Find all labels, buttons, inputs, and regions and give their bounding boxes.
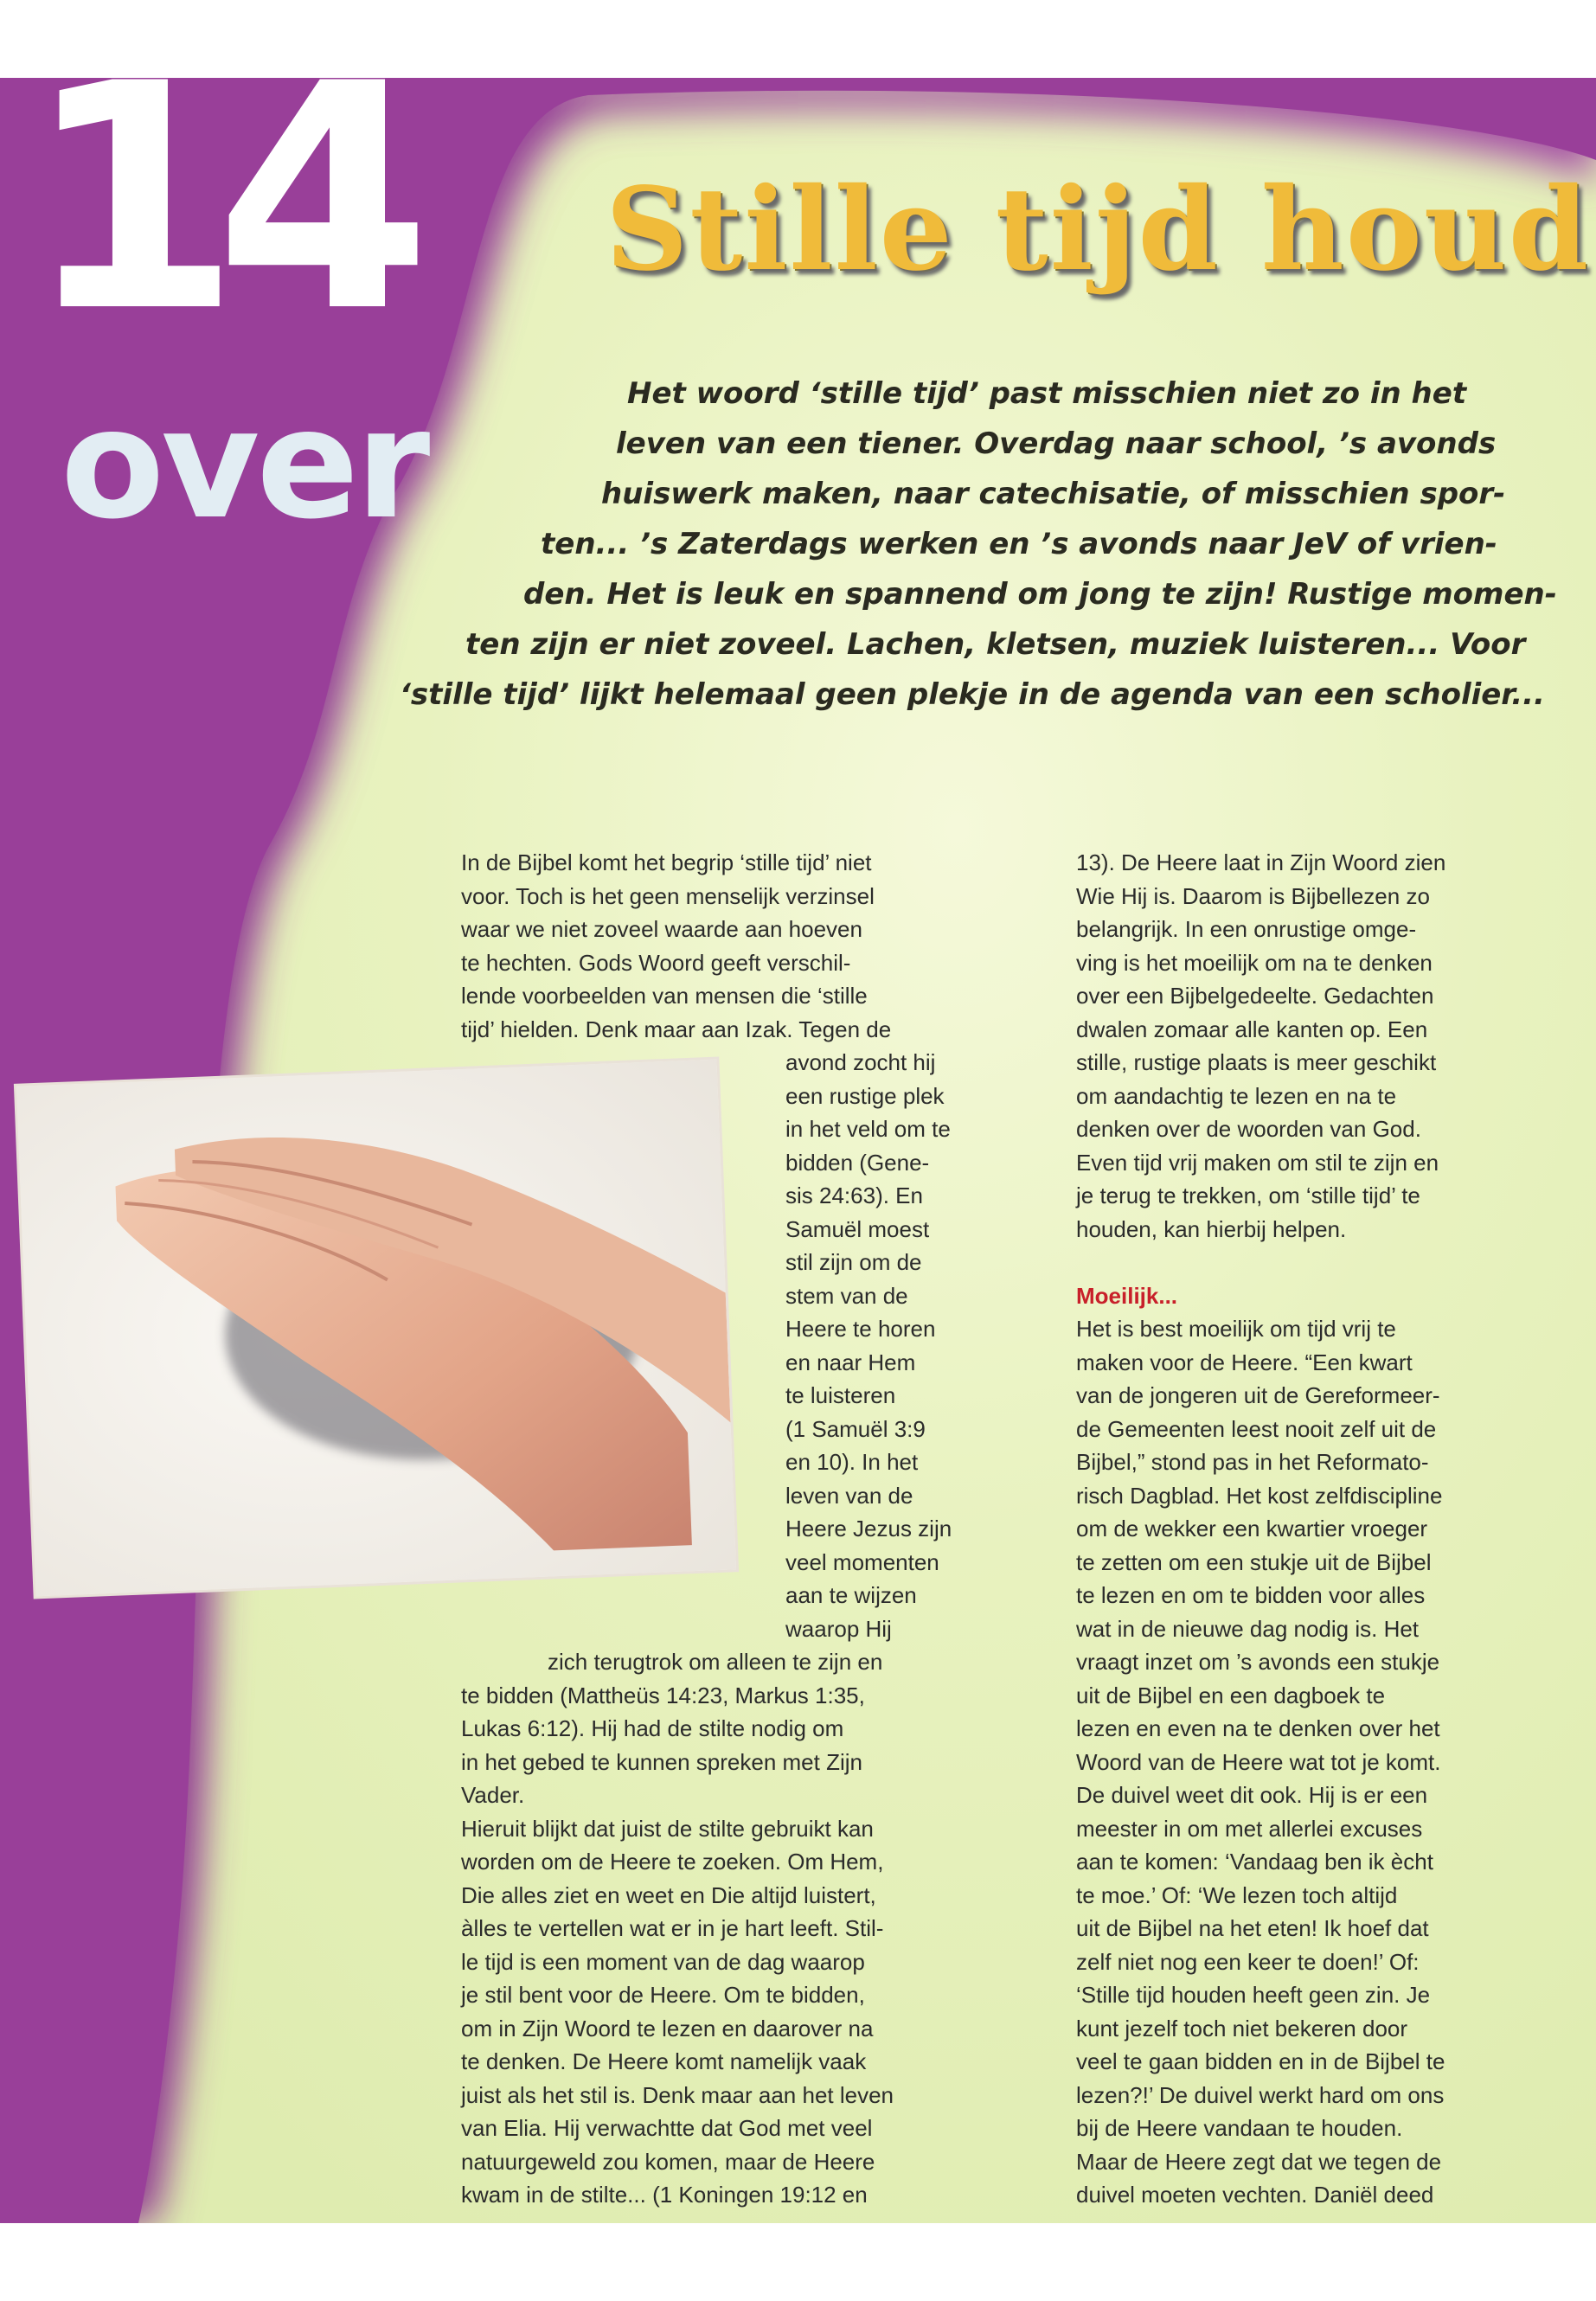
- body-line: vraagt inzet om ’s avonds een stukje: [1076, 1649, 1440, 1675]
- body-line: leven van de: [785, 1482, 913, 1509]
- body-line: Heere te horen: [785, 1316, 936, 1342]
- body-line: le tijd is een moment van de dag waarop: [461, 1948, 865, 1975]
- body-line: avond zocht hij: [785, 1049, 936, 1075]
- body-line: Bijbel,” stond pas in het Reformato-: [1076, 1449, 1429, 1475]
- body-line: bij de Heere vandaan te houden.: [1076, 2115, 1403, 2141]
- body-line: kwam in de stilte... (1 Koningen 19:12 en: [461, 2182, 868, 2208]
- body-line: om de wekker een kwartier vroeger: [1076, 1516, 1428, 1541]
- body-line: 13). De Heere laat in Zijn Woord zien: [1076, 849, 1446, 875]
- body-line: veel momenten: [785, 1548, 939, 1575]
- body-line: om aandachtig te lezen en na te: [1076, 1082, 1397, 1109]
- body-line: sis 24:63). En: [785, 1183, 923, 1208]
- body-line: om in Zijn Woord te lezen en daarover na: [461, 2015, 874, 2041]
- body-line: te lezen en om te bidden voor alles: [1076, 1582, 1426, 1608]
- body-line: kunt jezelf toch niet bekeren door: [1076, 2015, 1408, 2041]
- body-line: stil zijn om de: [785, 1249, 922, 1275]
- intro-line: ‘stille tijd’ lijkt helemaal geen plekje in de agenda van een scholier...: [400, 677, 1545, 712]
- body-line: je stil bent voor de Heere. Om te bidden,: [461, 1982, 865, 2008]
- intro-line: ten... ’s Zaterdags werken en ’s avonds naar JeV of vrien-: [541, 527, 1497, 561]
- body-line: àlles te vertellen wat er in je hart leeft. Stil-: [461, 1915, 884, 1941]
- magazine-page: [0, 78, 1596, 2223]
- body-line: In de Bijbel komt het begrip ‘stille tijd’ niet: [461, 849, 872, 875]
- body-line: risch Dagblad. Het kost zelfdiscipline: [1076, 1482, 1443, 1509]
- body-line: Samuël moest: [785, 1215, 930, 1242]
- body-line: duivel moeten vechten. Daniël deed: [1076, 2182, 1434, 2208]
- text-column-left: [461, 846, 997, 2212]
- body-line: lezen en even na te denken over het: [1076, 1715, 1440, 1741]
- body-line: houden, kan hierbij helpen.: [1076, 1215, 1347, 1242]
- body-line: Die alles ziet en weet en Die altijd luistert,: [461, 1881, 876, 1908]
- body-line: maken voor de Heere. “Een kwart: [1076, 1349, 1413, 1375]
- body-line: bidden (Gene-: [785, 1149, 930, 1176]
- body-line: belangrijk. In een onrustige omge-: [1076, 916, 1417, 942]
- body-line: veel te gaan bidden en in de Bijbel te: [1076, 2048, 1445, 2074]
- body-line: stille, rustige plaats is meer geschikt: [1076, 1049, 1437, 1075]
- body-line: denken over de woorden van God.: [1076, 1116, 1421, 1142]
- body-line: meester in om met allerlei excuses: [1076, 1815, 1423, 1842]
- subheading-moeilijk: Moeilijk...: [1076, 1282, 1178, 1309]
- body-line: te zetten om een stukje uit de Bijbel: [1076, 1548, 1432, 1575]
- body-line: natuurgeweld zou komen, maar de Heere: [461, 2148, 875, 2175]
- intro-line: ten zijn er niet zoveel. Lachen, kletsen, muziek luisteren... Voor: [465, 627, 1526, 662]
- body-line: Woord van de Heere wat tot je komt.: [1076, 1748, 1441, 1775]
- body-line: te denken. De Heere komt namelijk vaak: [461, 2048, 867, 2074]
- body-line: Hieruit blijkt dat juist de stilte gebruikt kan: [461, 1815, 874, 1842]
- body-line: te luisteren: [785, 1382, 896, 1408]
- body-line: worden om de Heere te zoeken. Om Hem,: [461, 1849, 884, 1875]
- body-line: ‘Stille tijd houden heeft geen zin. Je: [1076, 1982, 1431, 2008]
- issue-over-label: over: [61, 377, 427, 553]
- intro-line: Het woord ‘stille tijd’ past misschien niet zo in het: [627, 376, 1467, 411]
- body-line: Even tijd vrij maken om stil te zijn en: [1076, 1149, 1439, 1176]
- body-line: voor. Toch is het geen menselijk verzinsel: [461, 882, 875, 909]
- body-line: te bidden (Mattheüs 14:23, Markus 1:35,: [461, 1682, 865, 1708]
- body-line: (1 Samuël 3:9: [785, 1415, 926, 1442]
- body-line: en naar Hem: [785, 1349, 916, 1375]
- body-line: je terug te trekken, om ‘stille tijd’ te: [1076, 1183, 1420, 1208]
- body-line: lezen?!’ De duivel werkt hard om ons: [1076, 2081, 1445, 2108]
- text-column-right: [1076, 846, 1543, 2212]
- body-line: uit de Bijbel na het eten! Ik hoef dat: [1076, 1915, 1429, 1941]
- body-line: aan te wijzen: [785, 1582, 917, 1608]
- body-line: van de jongeren uit de Gereformeer-: [1076, 1382, 1440, 1408]
- body-line: in het veld om te: [785, 1116, 951, 1142]
- body-line: Heere Jezus zijn: [785, 1516, 952, 1541]
- body-line: in het gebed te kunnen spreken met Zijn: [461, 1748, 862, 1775]
- intro-line: den. Het is leuk en spannend om jong te zijn! Rustige momen-: [523, 577, 1557, 612]
- body-line: zelf niet nog een keer te doen!’ Of:: [1076, 1948, 1420, 1975]
- body-line: Het is best moeilijk om tijd vrij te: [1076, 1316, 1396, 1342]
- issue-number: 14: [24, 78, 406, 380]
- body-line: wat in de nieuwe dag nodig is. Het: [1076, 1615, 1420, 1642]
- body-line: Vader.: [461, 1782, 525, 1808]
- intro-line: leven van een tiener. Overdag naar school, ’s avonds: [616, 426, 1497, 461]
- body-line: waarop Hij: [785, 1615, 892, 1642]
- body-line: Maar de Heere zegt dat we tegen de: [1076, 2148, 1442, 2175]
- body-line: juist als het stil is. Denk maar aan het leven: [461, 2081, 894, 2108]
- intro-line: huiswerk maken, naar catechisatie, of misschien spor-: [601, 477, 1506, 511]
- body-line: tijd’ hielden. Denk maar aan Izak. Tegen de: [461, 1016, 892, 1042]
- body-line: ving is het moeilijk om na te denken: [1076, 949, 1433, 976]
- body-line: stem van de: [785, 1282, 908, 1309]
- article-title: Stille tijd houd: [606, 163, 1591, 297]
- body-line: te moe.’ Of: ‘We lezen toch altijd: [1076, 1881, 1398, 1908]
- body-line: Lukas 6:12). Hij had de stilte nodig om: [461, 1715, 844, 1741]
- body-line: van Elia. Hij verwachtte dat God met veel: [461, 2115, 873, 2141]
- body-line: De duivel weet dit ook. Hij is er een: [1076, 1782, 1428, 1808]
- body-line: over een Bijbelgedeelte. Gedachten: [1076, 983, 1434, 1009]
- body-line: een rustige plek: [785, 1082, 945, 1109]
- body-line: aan te komen: ‘Vandaag ben ik ècht: [1076, 1849, 1433, 1875]
- body-line: zich terugtrok om alleen te zijn en: [548, 1649, 883, 1675]
- body-line: lende voorbeelden van mensen die ‘stille: [461, 983, 868, 1009]
- spacer: [1076, 1246, 1543, 1279]
- body-line: en 10). In het: [785, 1449, 919, 1475]
- body-line: dwalen zomaar alle kanten op. Een: [1076, 1016, 1428, 1042]
- body-line: waar we niet zoveel waarde aan hoeven: [461, 916, 862, 942]
- body-line: te hechten. Gods Woord geeft verschil-: [461, 949, 851, 976]
- body-line: Wie Hij is. Daarom is Bijbellezen zo: [1076, 882, 1430, 909]
- body-line: de Gemeenten leest nooit zelf uit de: [1076, 1415, 1437, 1442]
- body-line: uit de Bijbel en een dagboek te: [1076, 1682, 1386, 1708]
